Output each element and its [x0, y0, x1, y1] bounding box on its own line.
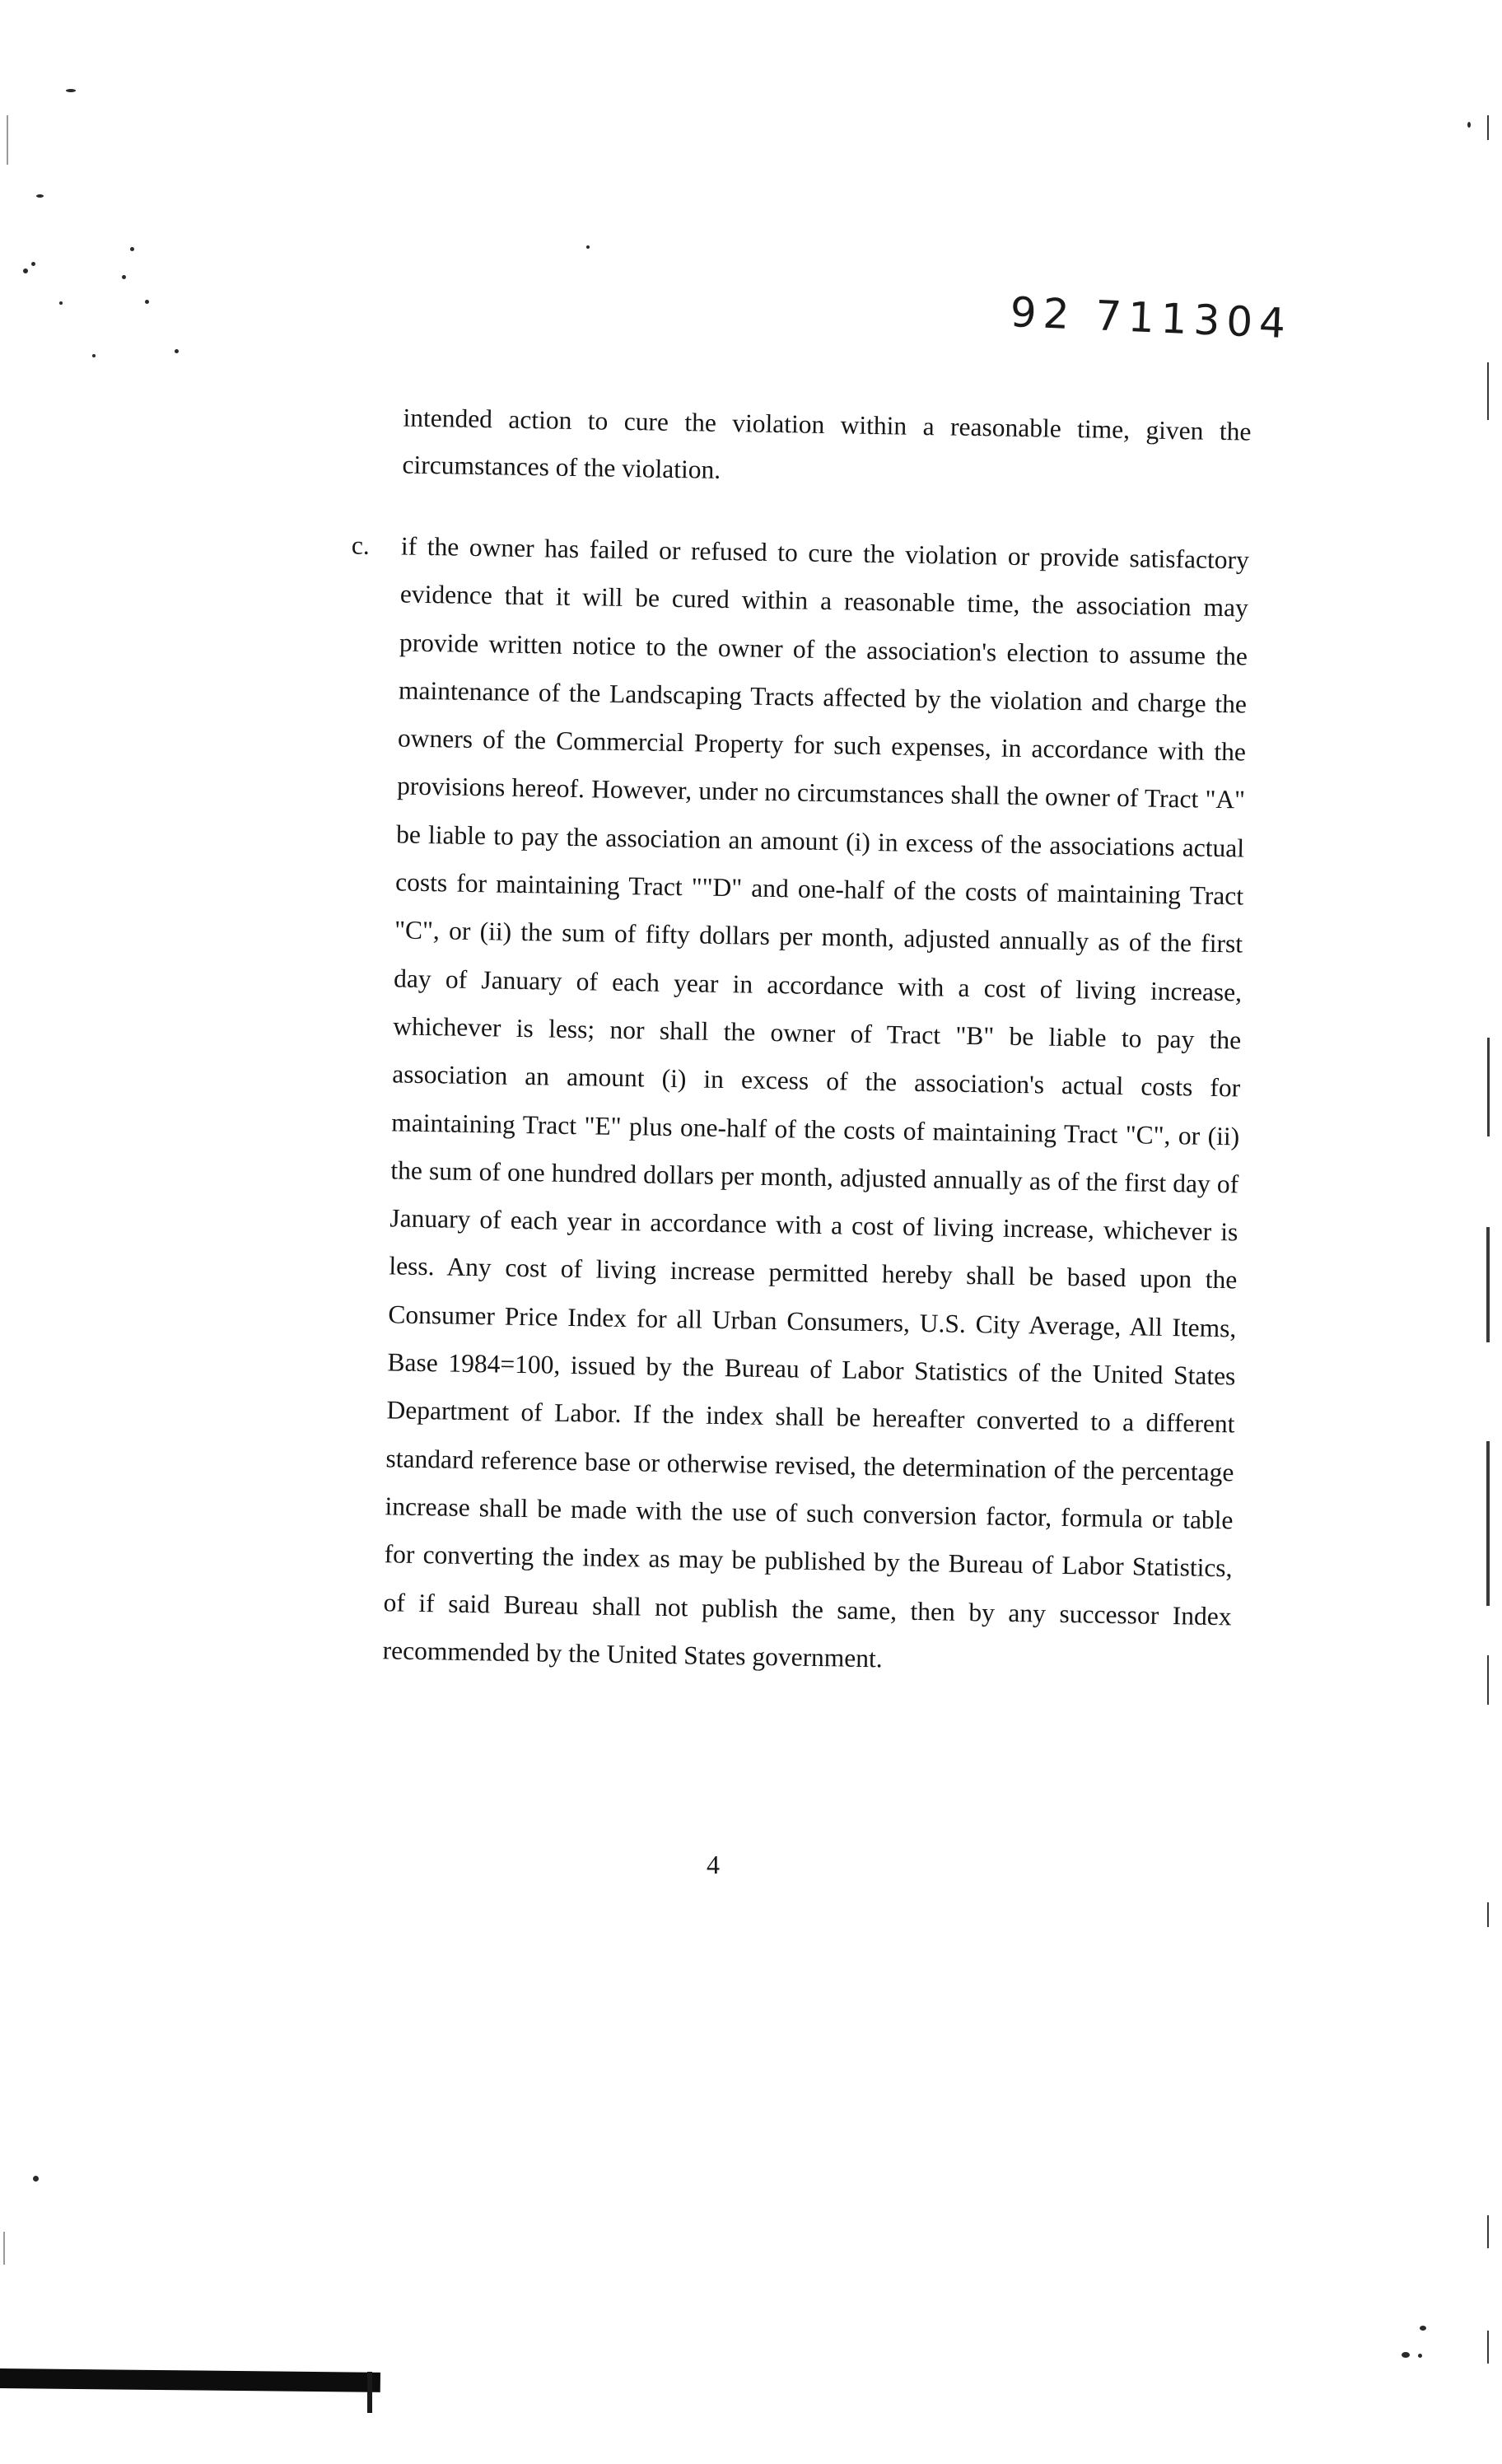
scan-speck: [122, 275, 126, 279]
document-number: 92 711304: [1009, 288, 1294, 348]
scan-speck: [66, 89, 76, 92]
scan-speck: [31, 262, 35, 266]
scan-speck: [59, 301, 63, 305]
list-item-marker: c.: [351, 530, 371, 560]
scan-bottom-bar: [0, 2368, 380, 2392]
scan-edge-mark: [1487, 2215, 1489, 2248]
scan-speck: [1420, 2326, 1426, 2331]
scan-edge-mark: [3, 2232, 5, 2265]
scan-edge-mark: [1487, 1655, 1489, 1705]
scan-speck: [586, 245, 590, 249]
scan-edge-mark: [1486, 1441, 1490, 1606]
scan-edge-mark: [1487, 1038, 1490, 1136]
document-body: [351, 394, 1252, 1688]
list-item-c: [351, 522, 1250, 1689]
scan-speck: [33, 2176, 39, 2182]
scan-speck: [23, 268, 28, 273]
scan-speck: [130, 247, 134, 251]
scan-speck: [92, 354, 96, 357]
scan-speck: [145, 300, 149, 304]
scan-edge-mark: [1487, 362, 1489, 420]
scan-bottom-bar-tail: [367, 2372, 372, 2413]
scan-edge-mark: [7, 115, 8, 165]
scan-speck: [1402, 2352, 1410, 2358]
scan-edge-mark: [1487, 115, 1489, 140]
scan-edge-mark: [1486, 1227, 1490, 1342]
page-number: 4: [707, 1850, 720, 1879]
scan-speck: [1467, 122, 1471, 128]
continued-paragraph: intended action to cure the violation within a reasonable time, given the circumstances of the violation.: [402, 403, 1252, 484]
scan-speck: [36, 194, 44, 198]
scan-edge-mark: [1487, 1902, 1489, 1927]
list-item-text: if the owner has failed or refused to cure the violation or provide satisfactory evidence that it will be cured within a reasonable time, the association may provide written notice to the owner of the association's election to assume the maintenance of the Landscaping Tracts affected by the violation and charge the owners of the Commercial Property for such expenses, in accordance with the provisions hereof. However, under no circumstances shall the owner of Tract "A" be liable to pay the association an amount (i) in excess of the associations actual costs for maintaining Tract ""D" and one-half of the costs of maintaining Tract "C", or (ii) the sum of fifty dollars per month, adjusted annually as of the first day of January of each year in accordance with a cost of living increase, whichever is less; nor shall the owner of Tract "B" be liable to pay the association an amount (i) in excess of the association's actual costs for maintaining Tract "E" plus one-half of the costs of maintaining Tract "C", or (ii) the sum of one hundred dollars per month, adjusted annually as of the first day of January of each year in accordance with a cost of living increase, whichever is less. Any cost of living increase permitted hereby shall be based upon the Consumer Price Index for all Urban Consumers, U.S. City Average, All Items, Base 1984=100, issued by the Bureau of Labor Statistics of the United States Department of Labor. If the index shall be hereafter converted to a different standard reference base or otherwise revised, the determination of the percentage increase shall be made with the use of such conversion factor, formula or table for converting the index as may be published by the Bureau of Labor Statistics, of if said Bureau shall not publish the same, then by any successor Index recommended by the United States government.: [382, 531, 1250, 1673]
scan-speck: [175, 349, 179, 353]
scan-edge-mark: [1487, 2331, 1489, 2364]
scan-speck: [1418, 2354, 1422, 2358]
